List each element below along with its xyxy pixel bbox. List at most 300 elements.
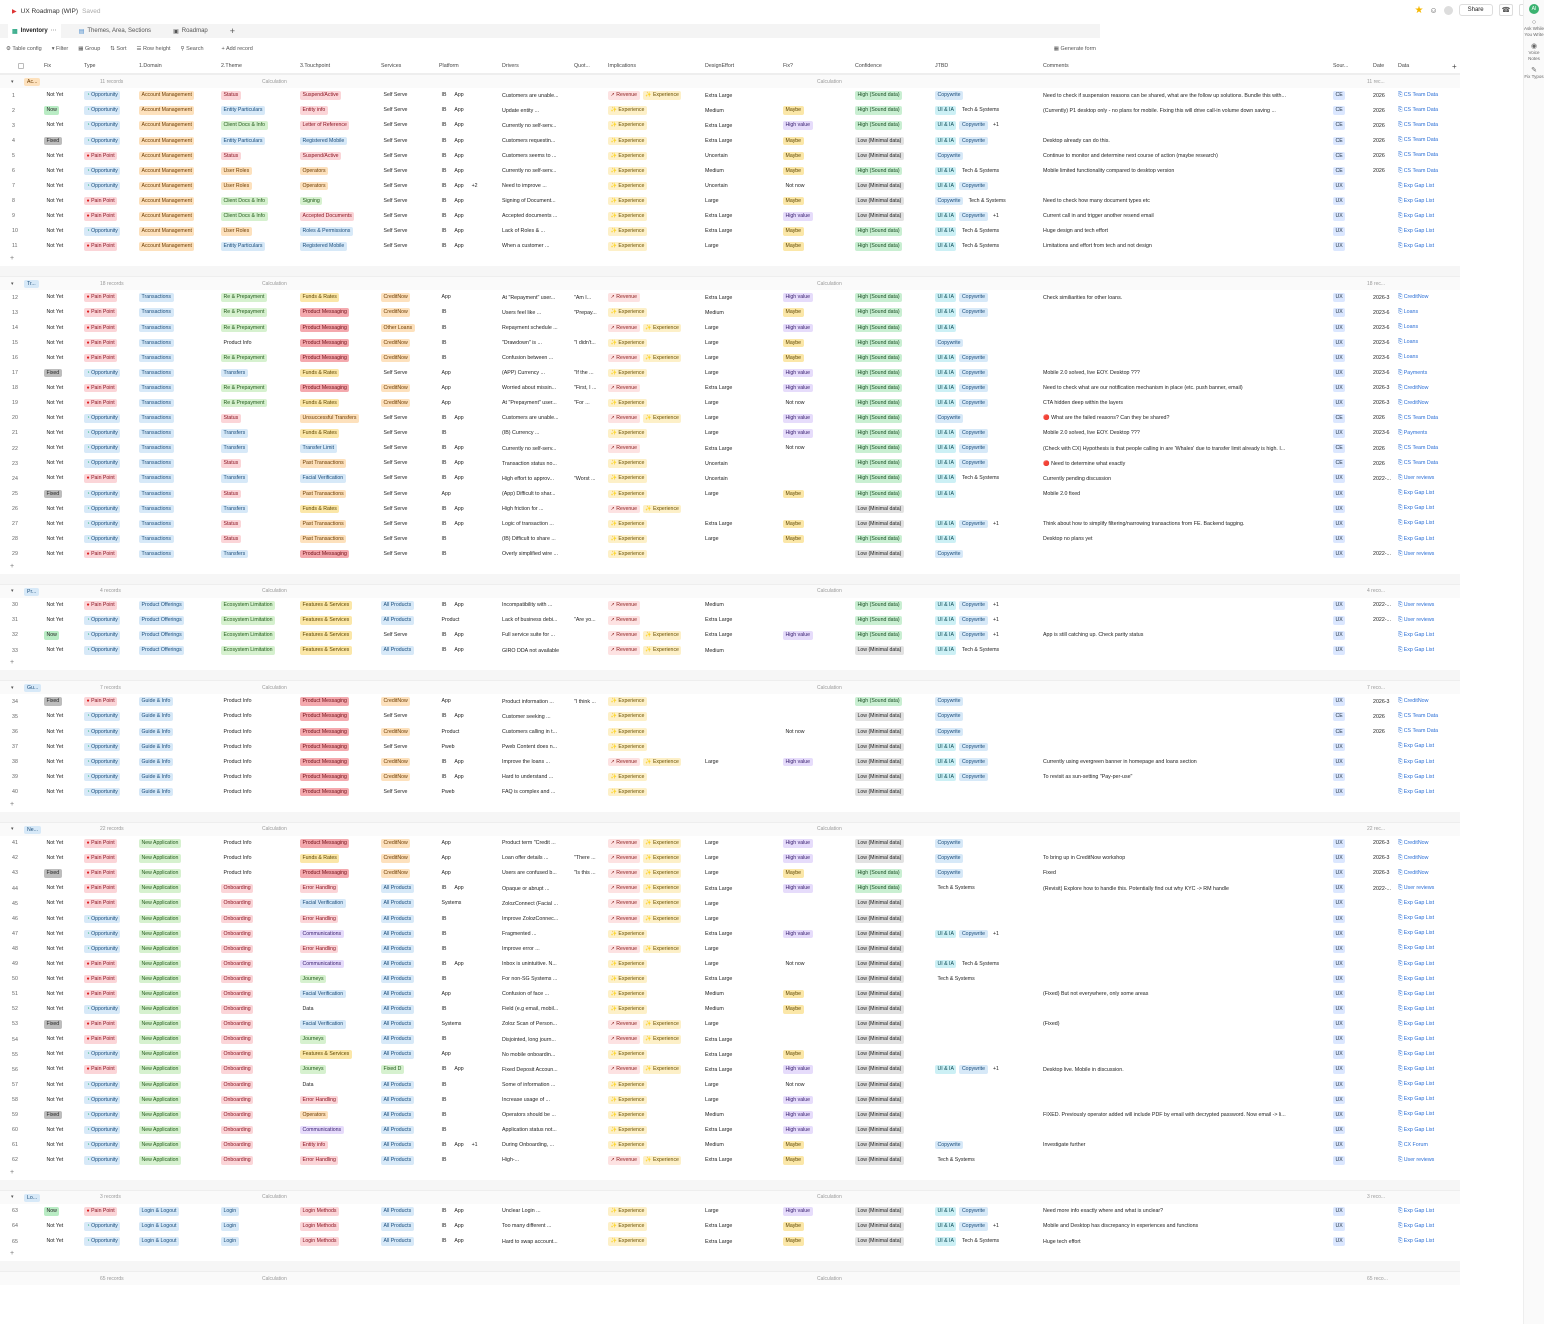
cell[interactable] bbox=[1043, 866, 1328, 881]
cell[interactable] bbox=[705, 163, 779, 178]
cell[interactable] bbox=[1398, 926, 1448, 941]
data-link[interactable] bbox=[1398, 1051, 1434, 1058]
cell[interactable] bbox=[1398, 224, 1448, 239]
cell[interactable] bbox=[439, 456, 499, 471]
column-header[interactable] bbox=[1043, 59, 1328, 73]
cell[interactable] bbox=[221, 613, 297, 628]
cell[interactable] bbox=[574, 194, 604, 209]
cell[interactable] bbox=[935, 598, 1037, 613]
cell[interactable] bbox=[705, 598, 779, 613]
cell[interactable] bbox=[1373, 836, 1397, 851]
cell[interactable] bbox=[12, 957, 38, 972]
data-link[interactable] bbox=[1398, 789, 1434, 796]
cell[interactable] bbox=[381, 896, 435, 911]
cell[interactable] bbox=[1333, 1092, 1369, 1107]
cell[interactable] bbox=[439, 643, 499, 658]
group-label[interactable]: Pr... bbox=[24, 588, 39, 596]
calculation-dropdown[interactable]: Calculation bbox=[262, 684, 287, 691]
cell[interactable] bbox=[1043, 103, 1328, 118]
cell[interactable] bbox=[608, 1002, 700, 1017]
cell[interactable] bbox=[574, 851, 604, 866]
table-row[interactable] bbox=[0, 335, 1460, 350]
cell[interactable] bbox=[705, 896, 779, 911]
cell[interactable] bbox=[139, 1107, 217, 1122]
column-header[interactable] bbox=[221, 59, 297, 73]
cell[interactable] bbox=[783, 987, 851, 1002]
fix-typos[interactable] bbox=[1524, 68, 1544, 80]
cell[interactable] bbox=[935, 724, 1037, 739]
cell[interactable] bbox=[935, 941, 1037, 956]
cell[interactable] bbox=[1398, 1138, 1448, 1153]
cell[interactable] bbox=[439, 957, 499, 972]
cell[interactable] bbox=[574, 643, 604, 658]
plus-icon[interactable]: + bbox=[10, 800, 15, 808]
table-row[interactable] bbox=[0, 754, 1460, 769]
cell[interactable] bbox=[300, 941, 378, 956]
cell[interactable] bbox=[574, 881, 604, 896]
cell[interactable] bbox=[574, 987, 604, 1002]
table-row[interactable] bbox=[0, 881, 1460, 896]
group-header[interactable] bbox=[0, 74, 1460, 88]
cell[interactable] bbox=[12, 441, 38, 456]
cell[interactable] bbox=[1373, 133, 1397, 148]
cell[interactable] bbox=[608, 441, 700, 456]
column-header[interactable] bbox=[139, 59, 217, 73]
cell[interactable] bbox=[12, 118, 38, 133]
cell[interactable] bbox=[1398, 739, 1448, 754]
table-row[interactable] bbox=[0, 366, 1460, 381]
cell[interactable] bbox=[705, 739, 779, 754]
cell[interactable] bbox=[1333, 486, 1369, 501]
cell[interactable] bbox=[300, 694, 378, 709]
cell[interactable] bbox=[502, 1002, 570, 1017]
cell[interactable] bbox=[1398, 836, 1448, 851]
cell[interactable] bbox=[44, 471, 80, 486]
cell[interactable] bbox=[44, 1032, 80, 1047]
cell[interactable] bbox=[783, 381, 851, 396]
cell[interactable] bbox=[439, 148, 499, 163]
cell[interactable] bbox=[300, 163, 378, 178]
cell[interactable] bbox=[1333, 709, 1369, 724]
cell[interactable] bbox=[935, 1123, 1037, 1138]
cell[interactable] bbox=[1333, 224, 1369, 239]
cell[interactable] bbox=[783, 532, 851, 547]
cell[interactable] bbox=[221, 88, 297, 103]
cell[interactable] bbox=[1373, 426, 1397, 441]
table-row[interactable] bbox=[0, 290, 1460, 305]
cell[interactable] bbox=[1043, 598, 1328, 613]
cell[interactable] bbox=[139, 1017, 217, 1032]
cell[interactable] bbox=[300, 426, 378, 441]
cell[interactable] bbox=[1043, 381, 1328, 396]
cell[interactable] bbox=[381, 941, 435, 956]
cell[interactable] bbox=[608, 1153, 700, 1168]
cell[interactable] bbox=[783, 881, 851, 896]
cell[interactable] bbox=[574, 209, 604, 224]
cell[interactable] bbox=[44, 972, 80, 987]
cell[interactable] bbox=[705, 396, 779, 411]
cell[interactable] bbox=[1333, 1138, 1369, 1153]
cell[interactable] bbox=[705, 320, 779, 335]
cell[interactable] bbox=[221, 643, 297, 658]
cell[interactable] bbox=[1043, 179, 1328, 194]
cell[interactable] bbox=[1043, 471, 1328, 486]
cell[interactable] bbox=[1333, 133, 1369, 148]
plus-icon[interactable]: + bbox=[10, 562, 15, 570]
cell[interactable] bbox=[1398, 501, 1448, 516]
group-button[interactable]: ▦ Group bbox=[78, 45, 101, 52]
cell[interactable] bbox=[44, 426, 80, 441]
cell[interactable] bbox=[44, 88, 80, 103]
cell[interactable] bbox=[1398, 972, 1448, 987]
cell[interactable] bbox=[574, 1219, 604, 1234]
calculation-dropdown[interactable]: Calculation bbox=[817, 1275, 842, 1282]
cell[interactable] bbox=[381, 598, 435, 613]
cell[interactable] bbox=[381, 224, 435, 239]
calculation-dropdown[interactable]: Calculation bbox=[817, 1194, 842, 1201]
cell[interactable] bbox=[139, 305, 217, 320]
cell[interactable] bbox=[300, 836, 378, 851]
cell[interactable] bbox=[1373, 1153, 1397, 1168]
cell[interactable] bbox=[935, 1002, 1037, 1017]
cell[interactable] bbox=[1373, 613, 1397, 628]
cell[interactable] bbox=[608, 941, 700, 956]
cell[interactable] bbox=[1043, 88, 1328, 103]
cell[interactable] bbox=[84, 911, 134, 926]
cell[interactable] bbox=[84, 1002, 134, 1017]
cell[interactable] bbox=[381, 239, 435, 254]
cell[interactable] bbox=[1398, 1204, 1448, 1219]
cell[interactable] bbox=[439, 1123, 499, 1138]
cell[interactable] bbox=[139, 613, 217, 628]
cell[interactable] bbox=[139, 987, 217, 1002]
cell[interactable] bbox=[1398, 471, 1448, 486]
cell[interactable] bbox=[855, 1123, 931, 1138]
cell[interactable] bbox=[1043, 785, 1328, 800]
cell[interactable] bbox=[935, 1062, 1037, 1077]
cell[interactable] bbox=[221, 148, 297, 163]
cell[interactable] bbox=[1333, 290, 1369, 305]
cell[interactable] bbox=[935, 926, 1037, 941]
cell[interactable] bbox=[1373, 239, 1397, 254]
cell[interactable] bbox=[935, 532, 1037, 547]
cell[interactable] bbox=[935, 148, 1037, 163]
cell[interactable] bbox=[84, 1092, 134, 1107]
cell[interactable] bbox=[783, 1107, 851, 1122]
cell[interactable] bbox=[574, 239, 604, 254]
cell[interactable] bbox=[439, 103, 499, 118]
cell[interactable] bbox=[84, 709, 134, 724]
cell[interactable] bbox=[381, 754, 435, 769]
cell[interactable] bbox=[608, 471, 700, 486]
table-row[interactable] bbox=[0, 709, 1460, 724]
cell[interactable] bbox=[705, 724, 779, 739]
cell[interactable] bbox=[1043, 426, 1328, 441]
avatar[interactable] bbox=[1444, 6, 1453, 15]
cell[interactable] bbox=[381, 133, 435, 148]
cell[interactable] bbox=[855, 972, 931, 987]
cell[interactable] bbox=[1398, 1077, 1448, 1092]
cell[interactable] bbox=[439, 987, 499, 1002]
cell[interactable] bbox=[221, 972, 297, 987]
cell[interactable] bbox=[139, 785, 217, 800]
cell[interactable] bbox=[574, 957, 604, 972]
cell[interactable] bbox=[1373, 411, 1397, 426]
cell[interactable] bbox=[439, 194, 499, 209]
cell[interactable] bbox=[44, 1123, 80, 1138]
cell[interactable] bbox=[1398, 1123, 1448, 1138]
cell[interactable] bbox=[84, 1153, 134, 1168]
cell[interactable] bbox=[139, 598, 217, 613]
cell[interactable] bbox=[705, 851, 779, 866]
cell[interactable] bbox=[1043, 754, 1328, 769]
cell[interactable] bbox=[139, 381, 217, 396]
cell[interactable] bbox=[1043, 694, 1328, 709]
cell[interactable] bbox=[84, 896, 134, 911]
cell[interactable] bbox=[1333, 1002, 1369, 1017]
cell[interactable] bbox=[12, 926, 38, 941]
cell[interactable] bbox=[381, 88, 435, 103]
cell[interactable] bbox=[12, 628, 38, 643]
cell[interactable] bbox=[381, 739, 435, 754]
data-link[interactable] bbox=[1398, 1127, 1434, 1134]
cell[interactable] bbox=[783, 1138, 851, 1153]
cell[interactable] bbox=[300, 456, 378, 471]
cell[interactable] bbox=[12, 471, 38, 486]
cell[interactable] bbox=[84, 987, 134, 1002]
cell[interactable] bbox=[221, 516, 297, 531]
cell[interactable] bbox=[439, 598, 499, 613]
cell[interactable] bbox=[139, 1123, 217, 1138]
cell[interactable] bbox=[139, 209, 217, 224]
cell[interactable] bbox=[84, 133, 134, 148]
cell[interactable] bbox=[608, 785, 700, 800]
cell[interactable] bbox=[1043, 1153, 1328, 1168]
data-link[interactable] bbox=[1398, 400, 1428, 407]
cell[interactable] bbox=[139, 1138, 217, 1153]
cell[interactable] bbox=[574, 613, 604, 628]
cell[interactable] bbox=[1333, 516, 1369, 531]
cell[interactable] bbox=[1398, 381, 1448, 396]
cell[interactable] bbox=[1373, 1234, 1397, 1249]
cell[interactable] bbox=[502, 613, 570, 628]
cell[interactable] bbox=[574, 471, 604, 486]
cell[interactable] bbox=[44, 209, 80, 224]
cell[interactable] bbox=[935, 516, 1037, 531]
cell[interactable] bbox=[574, 426, 604, 441]
cell[interactable] bbox=[1373, 486, 1397, 501]
cell[interactable] bbox=[705, 290, 779, 305]
calculation-dropdown[interactable]: Calculation bbox=[817, 684, 842, 691]
cell[interactable] bbox=[12, 1062, 38, 1077]
cell[interactable] bbox=[1043, 1123, 1328, 1138]
data-link[interactable] bbox=[1398, 840, 1428, 847]
data-link[interactable] bbox=[1398, 505, 1434, 512]
cell[interactable] bbox=[1333, 987, 1369, 1002]
cell[interactable] bbox=[1373, 941, 1397, 956]
cell[interactable] bbox=[84, 103, 134, 118]
cell[interactable] bbox=[439, 739, 499, 754]
cell[interactable] bbox=[855, 486, 931, 501]
table-config-button[interactable]: ⚙ Table config bbox=[6, 45, 42, 52]
cell[interactable] bbox=[1398, 1234, 1448, 1249]
cell[interactable] bbox=[574, 133, 604, 148]
cell[interactable] bbox=[1043, 441, 1328, 456]
cell[interactable] bbox=[1333, 896, 1369, 911]
cell[interactable] bbox=[1373, 305, 1397, 320]
cell[interactable] bbox=[1373, 1138, 1397, 1153]
cell[interactable] bbox=[381, 1123, 435, 1138]
cell[interactable] bbox=[44, 643, 80, 658]
cell[interactable] bbox=[574, 1107, 604, 1122]
cell[interactable] bbox=[935, 987, 1037, 1002]
cell[interactable] bbox=[502, 1107, 570, 1122]
cell[interactable] bbox=[1043, 320, 1328, 335]
cell[interactable] bbox=[439, 396, 499, 411]
cell[interactable] bbox=[502, 516, 570, 531]
cell[interactable] bbox=[381, 501, 435, 516]
cell[interactable] bbox=[608, 1017, 700, 1032]
cell[interactable] bbox=[1043, 613, 1328, 628]
cell[interactable] bbox=[381, 957, 435, 972]
cell[interactable] bbox=[221, 987, 297, 1002]
cell[interactable] bbox=[502, 290, 570, 305]
cell[interactable] bbox=[139, 739, 217, 754]
cell[interactable] bbox=[935, 628, 1037, 643]
cell[interactable] bbox=[608, 118, 700, 133]
cell[interactable] bbox=[381, 987, 435, 1002]
cell[interactable] bbox=[935, 851, 1037, 866]
cell[interactable] bbox=[381, 613, 435, 628]
cell[interactable] bbox=[705, 1138, 779, 1153]
cell[interactable] bbox=[300, 1077, 378, 1092]
cell[interactable] bbox=[221, 456, 297, 471]
cell[interactable] bbox=[855, 148, 931, 163]
cell[interactable] bbox=[783, 1077, 851, 1092]
cell[interactable] bbox=[783, 148, 851, 163]
cell[interactable] bbox=[300, 441, 378, 456]
cell[interactable] bbox=[1333, 366, 1369, 381]
cell[interactable] bbox=[1373, 1002, 1397, 1017]
cell[interactable] bbox=[502, 694, 570, 709]
cell[interactable] bbox=[935, 1138, 1037, 1153]
cell[interactable] bbox=[1398, 785, 1448, 800]
cell[interactable] bbox=[221, 709, 297, 724]
cell[interactable] bbox=[502, 851, 570, 866]
cell[interactable] bbox=[300, 532, 378, 547]
cell[interactable] bbox=[574, 179, 604, 194]
cell[interactable] bbox=[44, 911, 80, 926]
cell[interactable] bbox=[44, 224, 80, 239]
cell[interactable] bbox=[221, 103, 297, 118]
cell[interactable] bbox=[1043, 1077, 1328, 1092]
cell[interactable] bbox=[1398, 724, 1448, 739]
cell[interactable] bbox=[1398, 88, 1448, 103]
cell[interactable] bbox=[439, 350, 499, 365]
cell[interactable] bbox=[139, 516, 217, 531]
group-label[interactable]: Tr... bbox=[24, 280, 39, 288]
cell[interactable] bbox=[139, 118, 217, 133]
cell[interactable] bbox=[502, 486, 570, 501]
cell[interactable] bbox=[574, 694, 604, 709]
cell[interactable] bbox=[12, 941, 38, 956]
cell[interactable] bbox=[84, 1017, 134, 1032]
cell[interactable] bbox=[705, 628, 779, 643]
cell[interactable] bbox=[608, 179, 700, 194]
cell[interactable] bbox=[221, 486, 297, 501]
cell[interactable] bbox=[44, 739, 80, 754]
cell[interactable] bbox=[783, 1017, 851, 1032]
cell[interactable] bbox=[1043, 739, 1328, 754]
cell[interactable] bbox=[439, 1032, 499, 1047]
cell[interactable] bbox=[84, 613, 134, 628]
cell[interactable] bbox=[1373, 209, 1397, 224]
table-row[interactable] bbox=[0, 350, 1460, 365]
cell[interactable] bbox=[300, 381, 378, 396]
cell[interactable] bbox=[935, 381, 1037, 396]
cell[interactable] bbox=[855, 987, 931, 1002]
cell[interactable] bbox=[1398, 239, 1448, 254]
cell[interactable] bbox=[1373, 957, 1397, 972]
cell[interactable] bbox=[44, 516, 80, 531]
ask-while-you-write[interactable] bbox=[1524, 20, 1544, 38]
cell[interactable] bbox=[1398, 486, 1448, 501]
cell[interactable] bbox=[84, 1234, 134, 1249]
cell[interactable] bbox=[12, 426, 38, 441]
data-link[interactable] bbox=[1398, 743, 1434, 750]
cell[interactable] bbox=[783, 456, 851, 471]
cell[interactable] bbox=[705, 957, 779, 972]
cell[interactable] bbox=[502, 1047, 570, 1062]
cell[interactable] bbox=[705, 148, 779, 163]
cell[interactable] bbox=[1398, 532, 1448, 547]
cell[interactable] bbox=[381, 972, 435, 987]
cell[interactable] bbox=[1398, 516, 1448, 531]
table-row[interactable] bbox=[0, 239, 1460, 254]
cell[interactable] bbox=[1398, 881, 1448, 896]
cell[interactable] bbox=[1333, 411, 1369, 426]
cell[interactable] bbox=[1043, 501, 1328, 516]
cell[interactable] bbox=[139, 770, 217, 785]
cell[interactable] bbox=[1043, 911, 1328, 926]
cell[interactable] bbox=[381, 1204, 435, 1219]
cell[interactable] bbox=[1398, 987, 1448, 1002]
cell[interactable] bbox=[855, 1032, 931, 1047]
cell[interactable] bbox=[1398, 118, 1448, 133]
cell[interactable] bbox=[855, 1077, 931, 1092]
data-link[interactable] bbox=[1398, 855, 1428, 862]
table-row[interactable] bbox=[0, 426, 1460, 441]
cell[interactable] bbox=[1398, 941, 1448, 956]
cell[interactable] bbox=[84, 471, 134, 486]
cell[interactable] bbox=[705, 643, 779, 658]
data-link[interactable] bbox=[1398, 1142, 1428, 1149]
cell[interactable] bbox=[139, 320, 217, 335]
cell[interactable] bbox=[608, 305, 700, 320]
cell[interactable] bbox=[502, 836, 570, 851]
cell[interactable] bbox=[12, 486, 38, 501]
cell[interactable] bbox=[139, 972, 217, 987]
cell[interactable] bbox=[221, 1062, 297, 1077]
add-view-button[interactable]: + bbox=[229, 26, 236, 36]
cell[interactable] bbox=[300, 987, 378, 1002]
cell[interactable] bbox=[1333, 305, 1369, 320]
group-label[interactable]: Ac... bbox=[24, 78, 40, 86]
cell[interactable] bbox=[705, 1204, 779, 1219]
cell[interactable] bbox=[1333, 836, 1369, 851]
cell[interactable] bbox=[1043, 366, 1328, 381]
cell[interactable] bbox=[139, 103, 217, 118]
